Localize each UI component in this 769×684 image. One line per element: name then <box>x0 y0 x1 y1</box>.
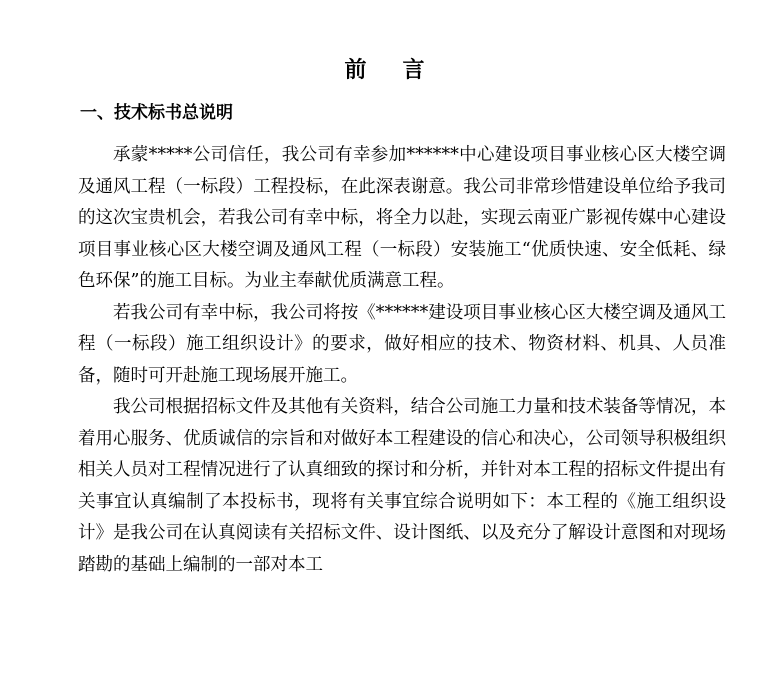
body-text <box>78 140 726 581</box>
paragraph: 承蒙*****公司信任，我公司有幸参加******中心建设项目事业核心区大楼空调及通风工程（一标段）工程投标，在此深表谢意。我公司非常珍惜建设单位给予我司的这次宝贵机会，若我公司有幸中标，将全力以赴，实现云南亚广影视传媒中心建设项目事业核心区大楼空调及通风工程（一标段）安装施工“优质快速、安全低耗、绿色环保”的施工目标。为业主奉献优质满意工程。 <box>78 145 726 291</box>
section-heading: 一、技术标书总说明 <box>80 103 233 123</box>
paragraph: 我公司根据招标文件及其他有关资料，结合公司施工力量和技术装备等情况，本着用心服务、优质诚信的宗旨和对做好本工程建设的信心和决心，公司领导积极组织相关人员对工程情况进行了认真细致的探讨和分析，并针对本工程的招标文件提出有关事宜认真编制了本投标书，现将有关事宜综合说明如下：本工程的《施工组织设计》是我公司在认真阅读有关招标文件、设计图纸、以及充分了解设计意图和对现场踏勘的基础上编制的一部对本工 <box>78 397 726 575</box>
paragraph: 若我公司有幸中标，我公司将按《******建设项目事业核心区大楼空调及通风工程（一标段）施工组织设计》的要求，做好相应的技术、物资材料、机具、人员准备，随时可开赴施工现场展开施工。 <box>78 302 726 386</box>
page-title: 前言 <box>344 57 461 83</box>
